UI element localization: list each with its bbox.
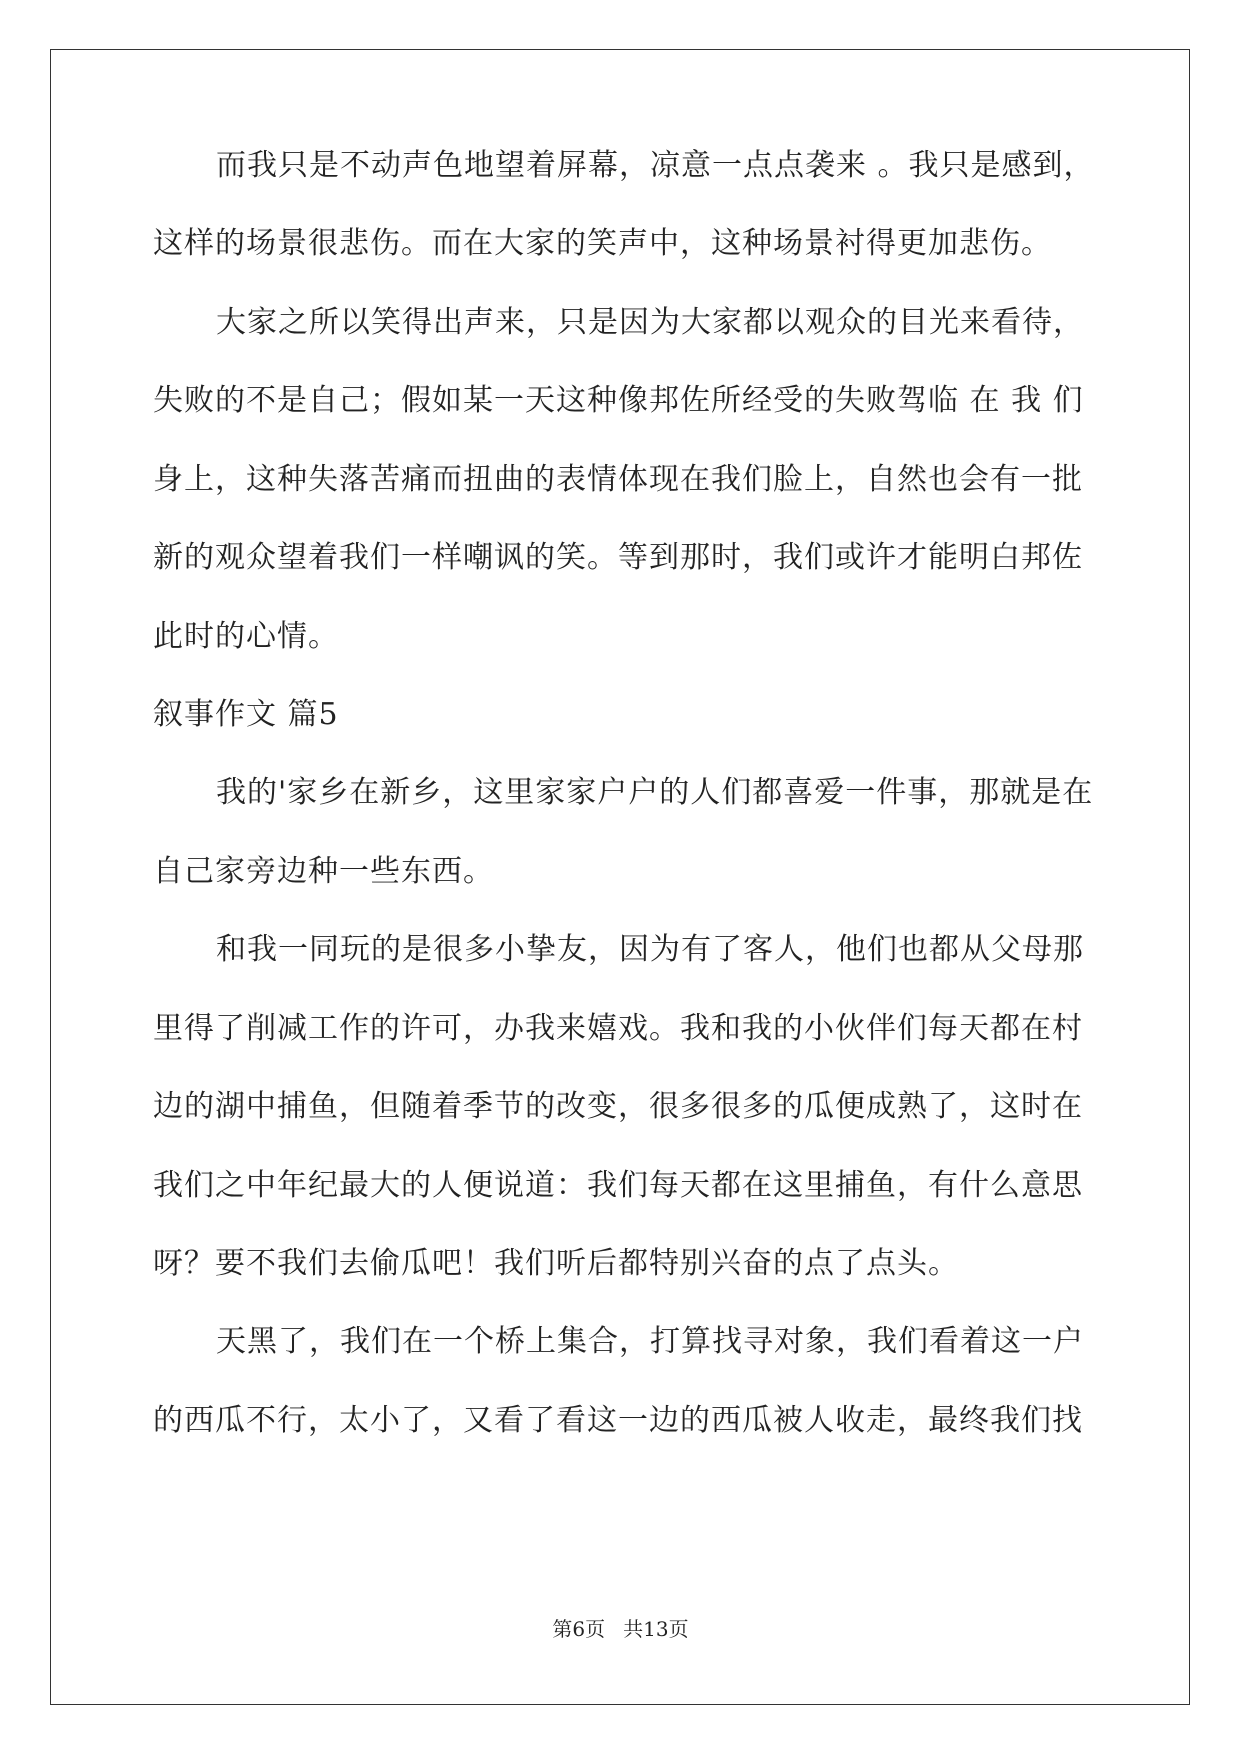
paragraph-3-line-1: 我的'家乡在新乡，这里家家户户的人们都喜爱一件事，那就是在: [216, 775, 1094, 810]
paragraph-1-line-1: 而我只是不动声色地望着屏幕，凉意一点点袭来 。我只是感到，: [216, 148, 1095, 183]
paragraph-4-line-3: 边的湖中捕鱼，但随着季节的改变，很多很多的瓜便成熟了，这时在: [153, 1089, 1083, 1124]
section-heading: 叙事作文 篇5: [153, 697, 339, 732]
paragraph-2-line-5: 此时的心情。: [153, 619, 339, 654]
page-number-total: 共13页: [623, 1617, 689, 1641]
page-footer: [0, 1616, 1241, 1642]
page-number-current: 第6页: [552, 1617, 606, 1641]
paragraph-2-line-3: 身上，这种失落苦痛而扭曲的表情体现在我们脸上，自然也会有一批: [153, 462, 1083, 497]
paragraph-5-line-1: 天黑了，我们在一个桥上集合，打算找寻对象，我们看着这一户: [216, 1324, 1084, 1359]
paragraph-4-line-1: 和我一同玩的是很多小挚友，因为有了客人，他们也都从父母那: [216, 932, 1084, 967]
paragraph-2-line-1: 大家之所以笑得出声来，只是因为大家都以观众的目光来看待，: [216, 305, 1084, 340]
paragraph-4-line-4: 我们之中年纪最大的人便说道：我们每天都在这里捕鱼，有什么意思: [153, 1168, 1083, 1203]
paragraph-4-line-2: 里得了削减工作的许可，办我来嬉戏。我和我的小伙伴们每天都在村: [153, 1011, 1083, 1046]
paragraph-3-line-2: 自己家旁边种一些东西。: [153, 854, 494, 889]
paragraph-4-line-5: 呀？要不我们去偷瓜吧！我们听后都特别兴奋的点了点头。: [153, 1246, 959, 1281]
paragraph-5-line-2: 的西瓜不行，太小了，又看了看这一边的西瓜被人收走，最终我们找: [153, 1403, 1083, 1438]
paragraph-1-line-2: 这样的场景很悲伤。而在大家的笑声中，这种场景衬得更加悲伤。: [153, 226, 1052, 261]
paragraph-2-line-2: 失败的不是自己；假如某一天这种像邦佐所经受的失败驾临 在 我 们: [153, 383, 1084, 418]
paragraph-2-line-4: 新的观众望着我们一样嘲讽的笑。等到那时，我们或许才能明白邦佐: [153, 540, 1083, 575]
